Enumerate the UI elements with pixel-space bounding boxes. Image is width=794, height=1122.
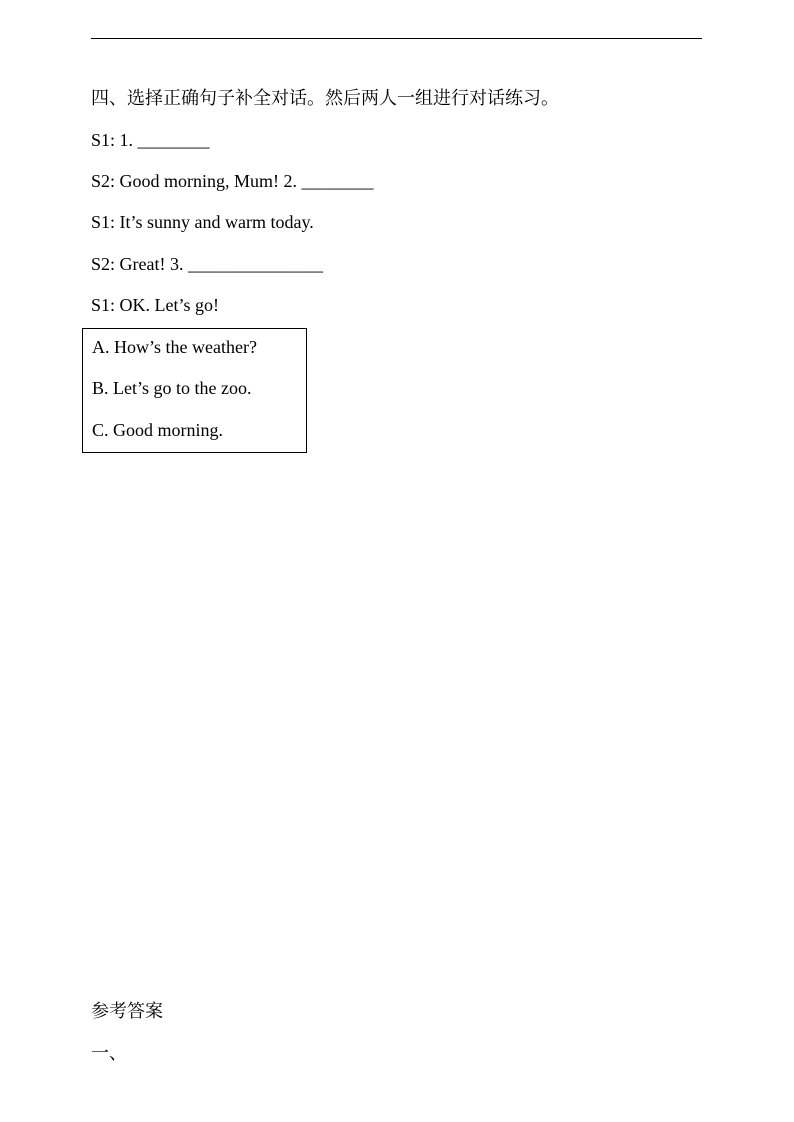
- options-box: [82, 328, 307, 453]
- option-c: C. Good morning.: [92, 420, 224, 440]
- dialogue-line-5: S1: OK. Let’s go!: [91, 295, 219, 315]
- header-rule: [91, 38, 702, 39]
- answer-section-title: 参考答案: [91, 1001, 163, 1021]
- dialogue-line-3: S1: It’s sunny and warm today.: [91, 212, 314, 232]
- dialogue-line-4: S2: Great! 3. _______________: [91, 254, 323, 274]
- dialogue-line-2: S2: Good morning, Mum! 2. ________: [91, 171, 374, 191]
- dialogue-line-1: S1: 1. ________: [91, 130, 210, 150]
- option-a: A. How’s the weather?: [92, 337, 257, 357]
- exercise-instruction: 四、选择正确句子补全对话。然后两人一组进行对话练习。: [91, 88, 559, 108]
- answer-section-item-1: 一、: [91, 1043, 127, 1063]
- option-b: B. Let’s go to the zoo.: [92, 378, 252, 398]
